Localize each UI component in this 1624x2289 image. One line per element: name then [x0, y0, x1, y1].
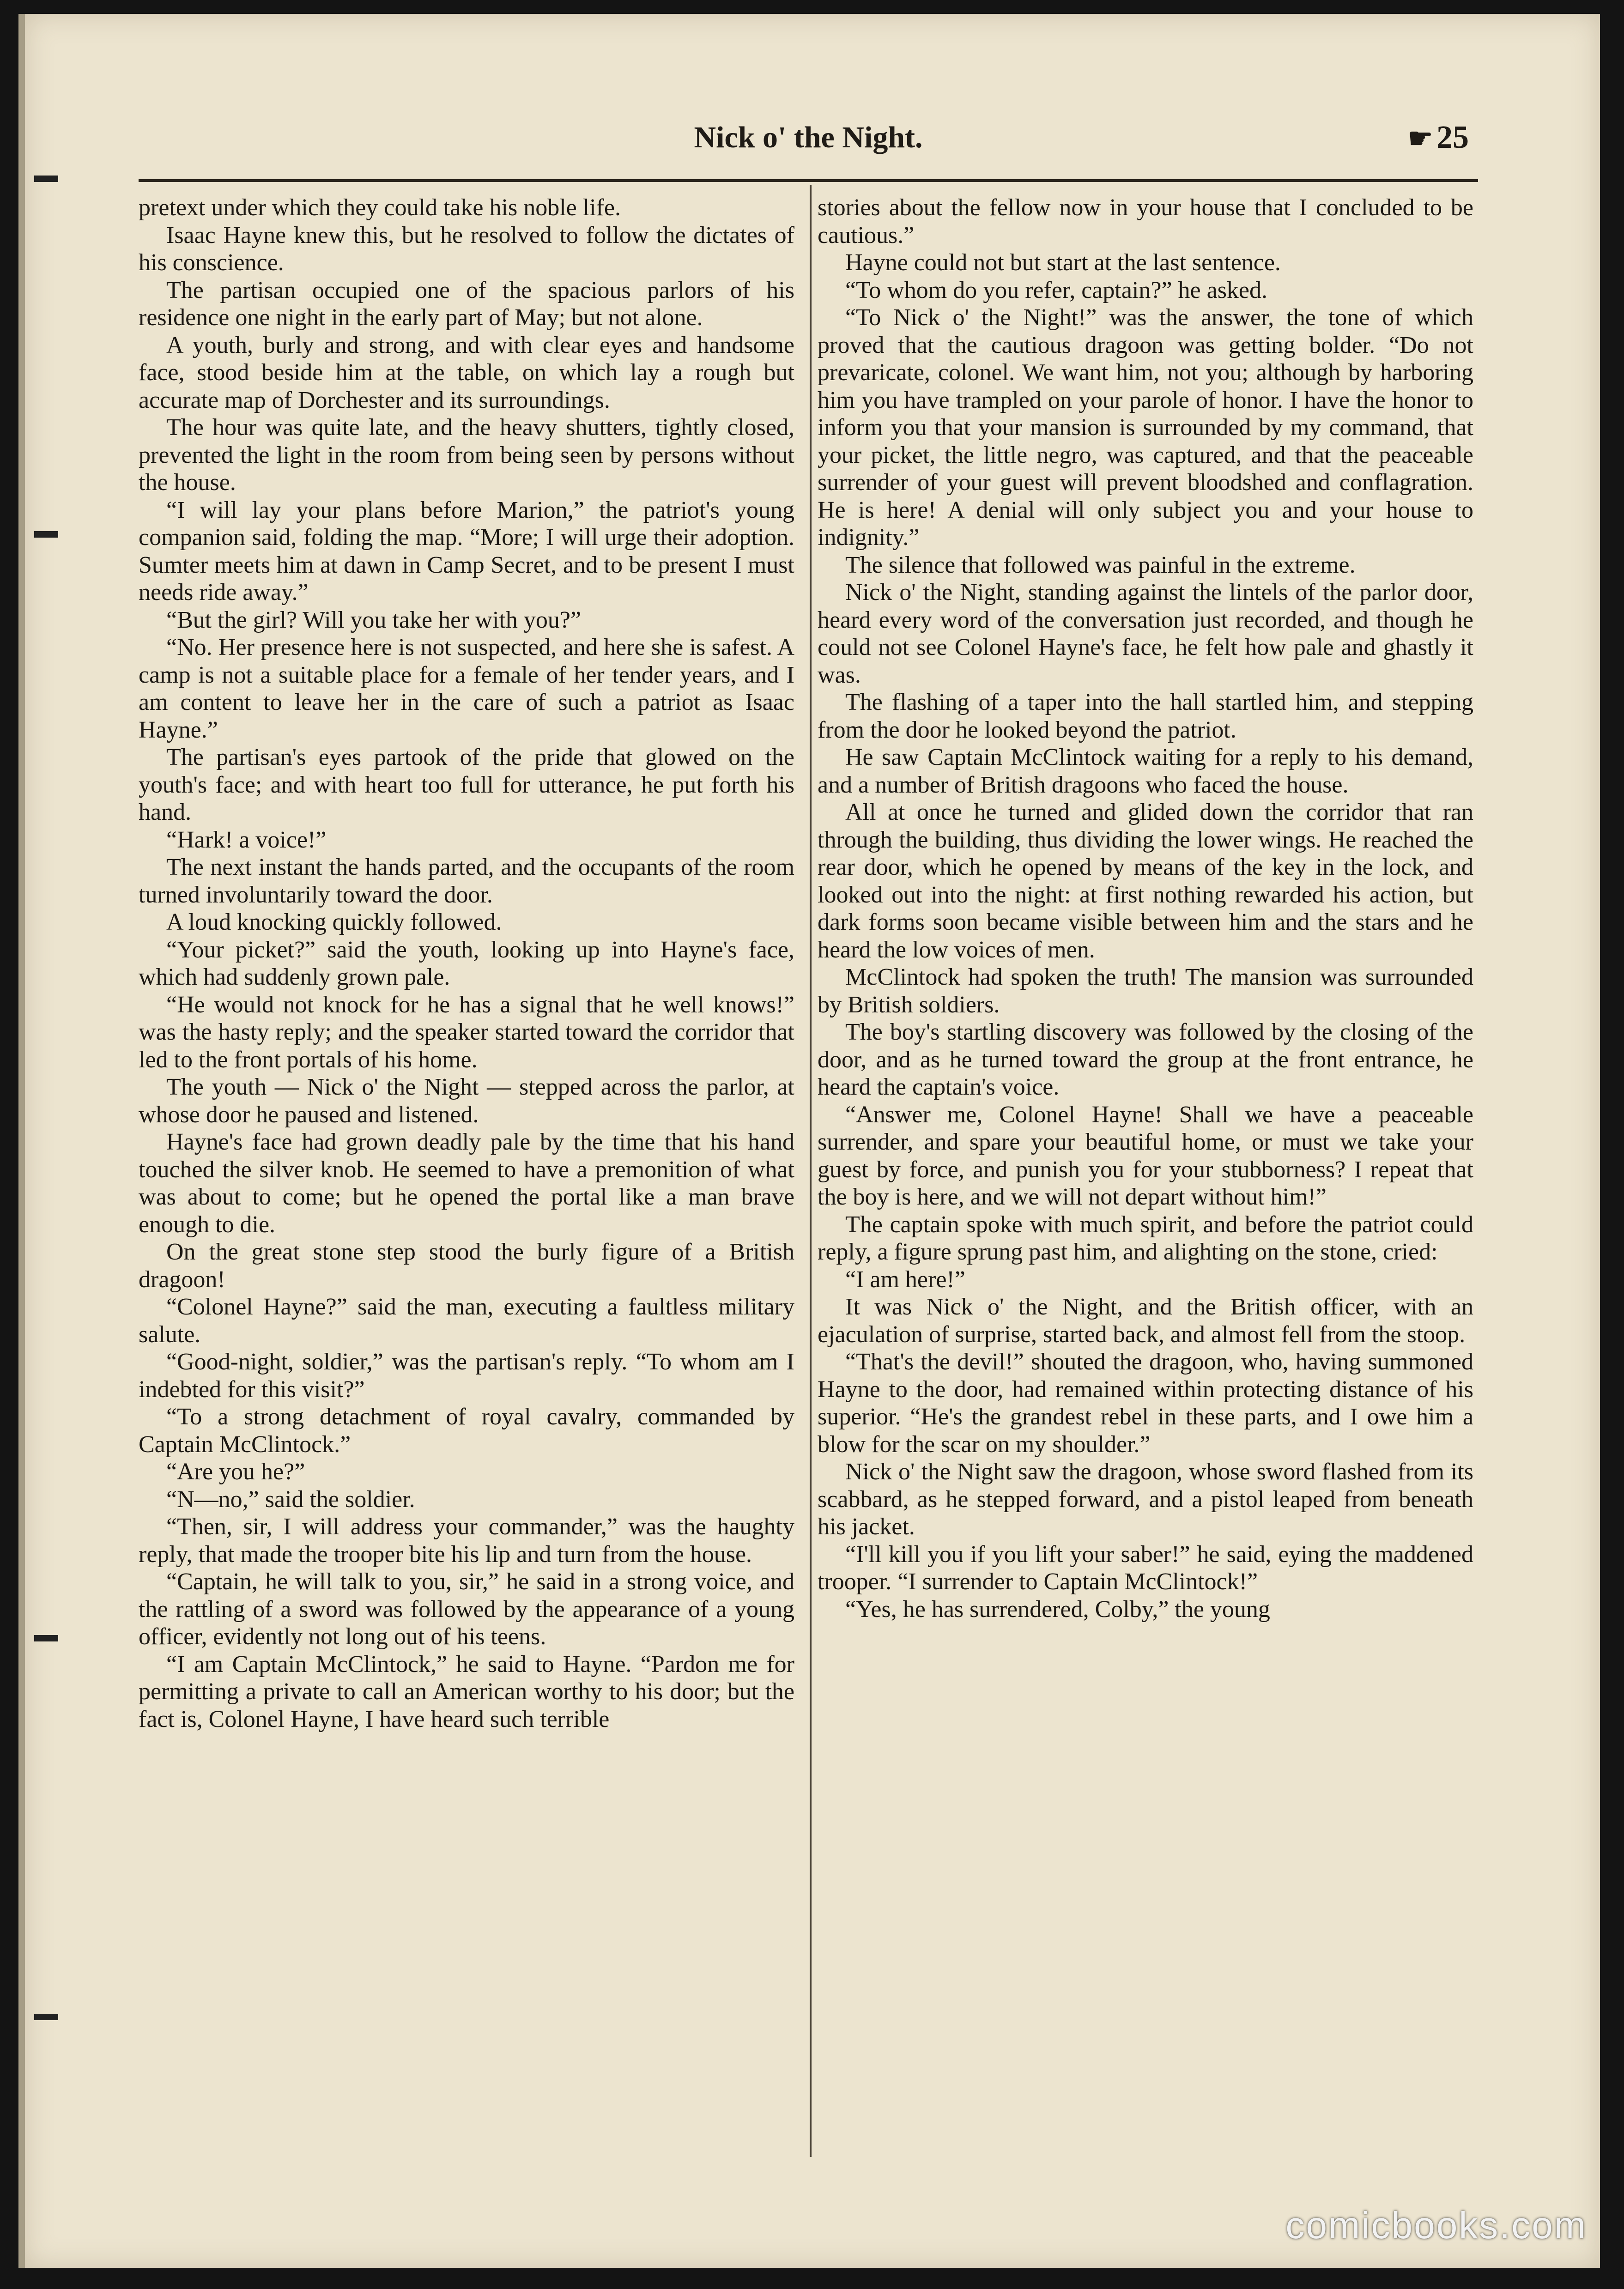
paragraph: The partisan occupied one of the spacious parlors of his residence one night in the early part of May; but not alone. [139, 277, 794, 331]
paragraph: stories about the fellow now in your house that I concluded to be cautious.” [818, 194, 1473, 248]
paragraph: “N—no,” said the soldier. [166, 1486, 415, 1513]
paragraph: “But the girl? Will you take her with you?” [166, 606, 582, 633]
right-column [818, 194, 1473, 1623]
paragraph: “Your picket?” said the youth, looking up into Hayne's face, which had suddenly grown pale. [139, 936, 794, 990]
paragraph: “He would not knock for he has a signal that he well knows!” was the hasty reply; and the speaker started toward the corridor that led to the front portals of his home. [139, 991, 794, 1073]
paragraph: “Then, sir, I will address your commander,” was the haughty reply, that made the trooper bite his lip and turn from the house. [139, 1514, 794, 1568]
paragraph: pretext under which they could take his noble life. [139, 194, 621, 221]
page-number: 25 [1436, 120, 1469, 155]
paragraph: Hayne could not but start at the last sentence. [845, 249, 1281, 276]
paragraph: It was Nick o' the Night, and the British officer, with an ejaculation of surprise, started back, and almost fell from the stoop. [818, 1294, 1473, 1348]
paragraph: “I will lay your plans before Marion,” the patriot's young companion said, folding the map. “More; I will urge their adoption. Sumter meets him at dawn in Camp Secret, and to be present I must needs ride away.” [139, 497, 794, 606]
binding-stitch [34, 1635, 58, 1641]
paragraph: “Are you he?” [166, 1459, 305, 1485]
binding-stitch [34, 2014, 58, 2020]
page-number-block [1408, 119, 1469, 156]
paragraph: “To a strong detachment of royal cavalry, commanded by Captain McClintock.” [139, 1404, 794, 1458]
header-rule [139, 179, 1478, 182]
paragraph: “No. Her presence here is not suspected, and here she is safest. A camp is not a suitable place for a female of her tender years, and I am content to leave her in the care of such a patriot as Isaac Hayne.” [139, 634, 794, 743]
paragraph: “Hark! a voice!” [166, 826, 327, 853]
running-header [139, 106, 1478, 162]
paragraph: “Yes, he has surrendered, Colby,” the young [845, 1596, 1270, 1623]
paragraph: The youth — Nick o' the Night — stepped across the parlor, at whose door he paused and listened. [139, 1074, 794, 1128]
paragraph: The boy's startling discovery was followed by the closing of the door, and as he turned toward the group at the front entrance, he heard the captain's voice. [818, 1019, 1473, 1100]
left-column [139, 194, 794, 1733]
paragraph: On the great stone step stood the burly figure of a British dragoon! [139, 1239, 794, 1293]
paragraph: “I am Captain McClintock,” he said to Hayne. “Pardon me for permitting a private to call an American worthy to his door; but the fact is, Colonel Hayne, I have heard such terrible [139, 1651, 794, 1732]
page-title: Nick o' the Night. [694, 121, 923, 154]
paragraph: “I am here!” [845, 1266, 965, 1293]
binding-stitch [34, 531, 58, 538]
paragraph: Nick o' the Night saw the dragoon, whose sword flashed from its scabbard, as he stepped forward, and a pistol leaped from beneath his jacket. [818, 1459, 1473, 1540]
column-divider [810, 185, 812, 2157]
paragraph: “To whom do you refer, captain?” he asked. [845, 277, 1268, 303]
paragraph: McClintock had spoken the truth! The mansion was surrounded by British soldiers. [818, 964, 1473, 1018]
paragraph: “That's the devil!” shouted the dragoon, who, having summoned Hayne to the door, had remained within protecting distance of his superior. “He's the grandest rebel in these parts, and I owe him a blow for the scar on my shoulder.” [818, 1349, 1473, 1458]
paragraph: He saw Captain McClintock waiting for a reply to his demand, and a number of British dragoons who faced the house. [818, 744, 1473, 798]
paragraph: Hayne's face had grown deadly pale by the time that his hand touched the silver knob. He seemed to have a premonition of what was about to come; but he opened the portal like a man brave enough to die. [139, 1129, 794, 1238]
paragraph: “Good-night, soldier,” was the partisan's reply. “To whom am I indebted for this visit?” [139, 1349, 794, 1403]
paragraph: The hour was quite late, and the heavy shutters, tightly closed, prevented the light in the room from being seen by persons without the house. [139, 414, 794, 496]
paragraph: A youth, burly and strong, and with clear eyes and handsome face, stood beside him at the table, on which lay a rough but accurate map of Dorchester and its surroundings. [139, 332, 794, 413]
paragraph: The partisan's eyes partook of the pride that glowed on the youth's face; and with heart too full for utterance, he put forth his hand. [139, 744, 794, 825]
paragraph: Isaac Hayne knew this, but he resolved to follow the dictates of his conscience. [139, 222, 794, 276]
paragraph: Nick o' the Night, standing against the lintels of the parlor door, heard every word of the conversation just recorded, and though he could not see Colonel Hayne's face, he felt how pale and ghastly it was. [818, 579, 1473, 688]
paragraph: The silence that followed was painful in the extreme. [845, 551, 1356, 578]
paragraph: “Answer me, Colonel Hayne! Shall we have a peaceable surrender, and spare your beautiful home, or must we take your guest by force, and punish you for your stubborness? I repeat that the boy is here, and we will not depart without him!” [818, 1101, 1473, 1210]
paragraph: The captain spoke with much spirit, and before the patriot could reply, a figure sprung past him, and alighting on the stone, cried: [818, 1211, 1473, 1265]
watermark-text: comicbooks.com [1285, 2204, 1587, 2247]
paragraph: “Colonel Hayne?” said the man, executing a faultless military salute. [139, 1294, 794, 1348]
pointing-hand-icon: ☛ [1408, 123, 1433, 154]
paragraph: “I'll kill you if you lift your saber!” he said, eying the maddened trooper. “I surrender to Captain McClintock!” [818, 1541, 1473, 1595]
paragraph: The flashing of a taper into the hall startled him, and stepping from the door he looked beyond the patriot. [818, 689, 1473, 743]
paragraph: A loud knocking quickly followed. [166, 909, 502, 935]
paragraph: All at once he turned and glided down the corridor that ran through the building, thus dividing the lower wings. He reached the rear door, which he opened by means of the key in the lock, and looked out into the night: at first nothing rewarded his action, but dark forms soon became visible between him and the stars and he heard the low voices of men. [818, 799, 1473, 963]
paragraph: “To Nick o' the Night!” was the answer, the tone of which proved that the cautious dragoon was getting bolder. “Do not prevaricate, colonel. We want him, not you; although by harboring him you have trampled on your parole of honor. I have the honor to inform you that your mansion is surrounded by my command, that your picket, the little negro, was captured, and that the peaceable surrender of your guest will prevent bloodshed and conflagration. He is here! A denial will only subject you and your house to indignity.” [818, 304, 1473, 551]
binding-stitch [34, 176, 58, 182]
paragraph: “Captain, he will talk to you, sir,” he said in a strong voice, and the rattling of a sword was followed by the appearance of a young officer, evidently not long out of his teens. [139, 1568, 794, 1650]
paragraph: The next instant the hands parted, and the occupants of the room turned involuntarily toward the door. [139, 854, 794, 908]
